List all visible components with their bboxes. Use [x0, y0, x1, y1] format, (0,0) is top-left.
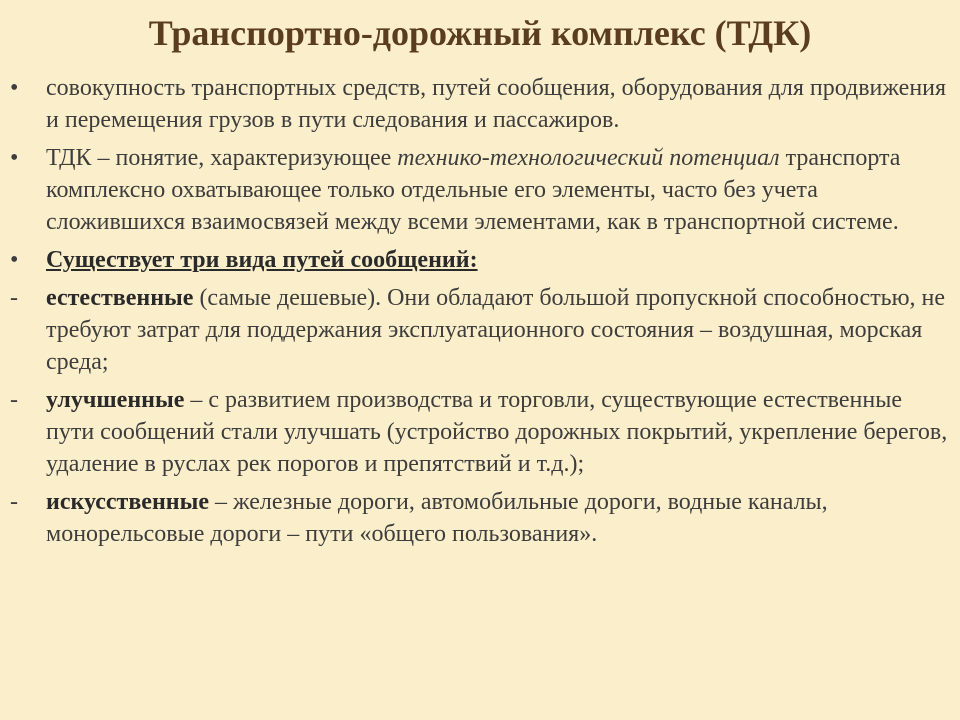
kind-item-natural — [10, 282, 950, 378]
slide-title: Транспортно-дорожный комплекс (ТДК) — [148, 13, 812, 53]
bullet-icon: • — [10, 247, 19, 273]
bullet-icon: • — [10, 75, 19, 101]
bullet-text-italic: технико-технологический потенциал — [397, 145, 780, 171]
bullet-item-definition — [10, 72, 950, 136]
dash-marker: - — [10, 489, 18, 515]
kind-description: – с развитием производства и торговли, существующие естественные пути сообщений стали улучшать (устройство дорожных покрытий, укрепление берегов, удаление в руслах рек порогов и препятствий и т.д.); — [46, 387, 948, 477]
bullet-heading-text: Существует три вида путей сообщений: — [46, 247, 478, 273]
bullet-item-tdk-concept — [10, 142, 950, 238]
kind-term: искусственные — [46, 489, 209, 515]
dash-marker: - — [10, 285, 18, 311]
bullet-item-three-kinds — [10, 244, 950, 276]
dash-marker: - — [10, 387, 18, 413]
kind-item-artificial — [10, 486, 950, 550]
slide-content — [10, 72, 950, 556]
kind-description: – железные дороги, автомобильные дороги, водные каналы, монорельсовые дороги – пути «общего пользования». — [46, 489, 828, 547]
kind-description: (самые дешевые). Они обладают большой пропускной способностью, не требуют затрат для поддержания эксплуатационного состояния – воздушная, морская среда; — [46, 285, 946, 375]
bullet-text-start: ТДК – понятие, характеризующее — [46, 145, 398, 171]
bullet-icon: • — [10, 145, 19, 171]
bullet-text-end: транспорта комплексно охватывающее только отдельные его элементы, часто без учета сложившихся взаимосвязей между всеми элементами, как в транспортной системе. — [46, 145, 901, 235]
kind-item-improved — [10, 384, 950, 480]
kind-term: улучшенные — [46, 387, 185, 413]
kind-term: естественные — [46, 285, 194, 311]
bullet-text: совокупность транспортных средств, путей сообщения, оборудования для продвижения и перемещения грузов в пути следования и пассажиров. — [46, 75, 947, 133]
